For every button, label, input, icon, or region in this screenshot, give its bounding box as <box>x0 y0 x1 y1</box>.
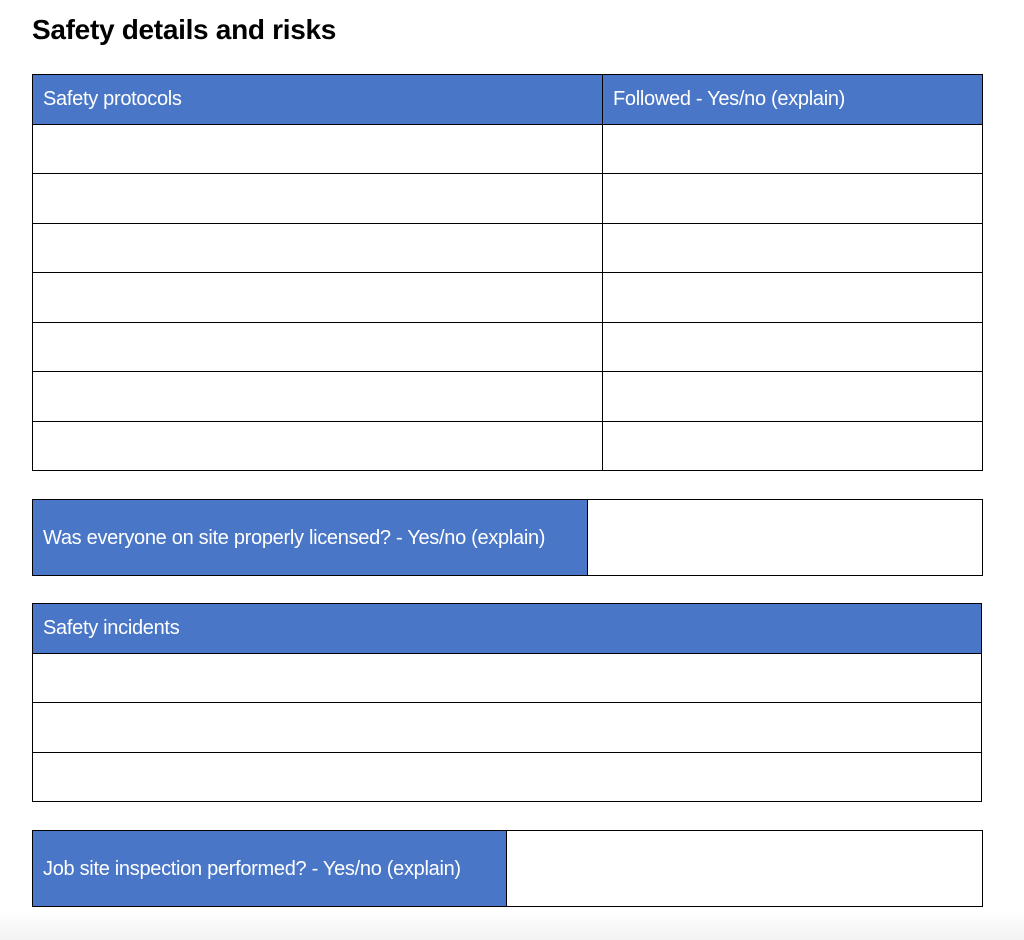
table-header-row <box>33 604 982 654</box>
incident-cell[interactable] <box>33 752 982 802</box>
table-row <box>33 653 982 703</box>
protocol-cell[interactable] <box>33 124 603 174</box>
table-row <box>33 372 983 422</box>
table-row <box>33 322 983 372</box>
protocol-cell[interactable] <box>33 372 603 422</box>
followed-cell[interactable] <box>603 372 983 422</box>
protocol-cell[interactable] <box>33 273 603 323</box>
table-row <box>33 124 983 174</box>
table-row <box>33 174 983 224</box>
protocol-cell[interactable] <box>33 421 603 471</box>
licensed-answer-cell[interactable] <box>588 500 983 576</box>
incident-cell[interactable] <box>33 703 982 753</box>
followed-cell[interactable] <box>603 421 983 471</box>
table-row <box>33 421 983 471</box>
column-header-followed: Followed - Yes/no (explain) <box>603 75 983 125</box>
column-header-safety-incidents: Safety incidents <box>33 604 982 654</box>
followed-cell[interactable] <box>603 174 983 224</box>
page-title: Safety details and risks <box>32 14 337 45</box>
licensed-question-label: Was everyone on site properly licensed? - Yes/no (explain) <box>33 500 588 576</box>
table-header-row <box>33 75 983 125</box>
followed-cell[interactable] <box>603 322 983 372</box>
inspection-answer-cell[interactable] <box>507 831 983 907</box>
table-row <box>33 500 983 576</box>
protocol-cell[interactable] <box>33 174 603 224</box>
incident-cell[interactable] <box>33 653 982 703</box>
protocol-cell[interactable] <box>33 223 603 273</box>
table-row <box>33 223 983 273</box>
inspection-question-label: Job site inspection performed? - Yes/no (explain) <box>33 831 507 907</box>
table-row <box>33 273 983 323</box>
safety-incidents-table <box>32 603 982 802</box>
table-row <box>33 752 982 802</box>
table-row <box>33 831 983 907</box>
page-bottom-edge <box>0 910 1024 940</box>
protocol-cell[interactable] <box>33 322 603 372</box>
licensed-table <box>32 499 983 576</box>
safety-protocols-table <box>32 74 983 471</box>
followed-cell[interactable] <box>603 273 983 323</box>
table-row <box>33 703 982 753</box>
followed-cell[interactable] <box>603 124 983 174</box>
column-header-safety-protocols: Safety protocols <box>33 75 603 125</box>
inspection-table <box>32 830 983 907</box>
followed-cell[interactable] <box>603 223 983 273</box>
